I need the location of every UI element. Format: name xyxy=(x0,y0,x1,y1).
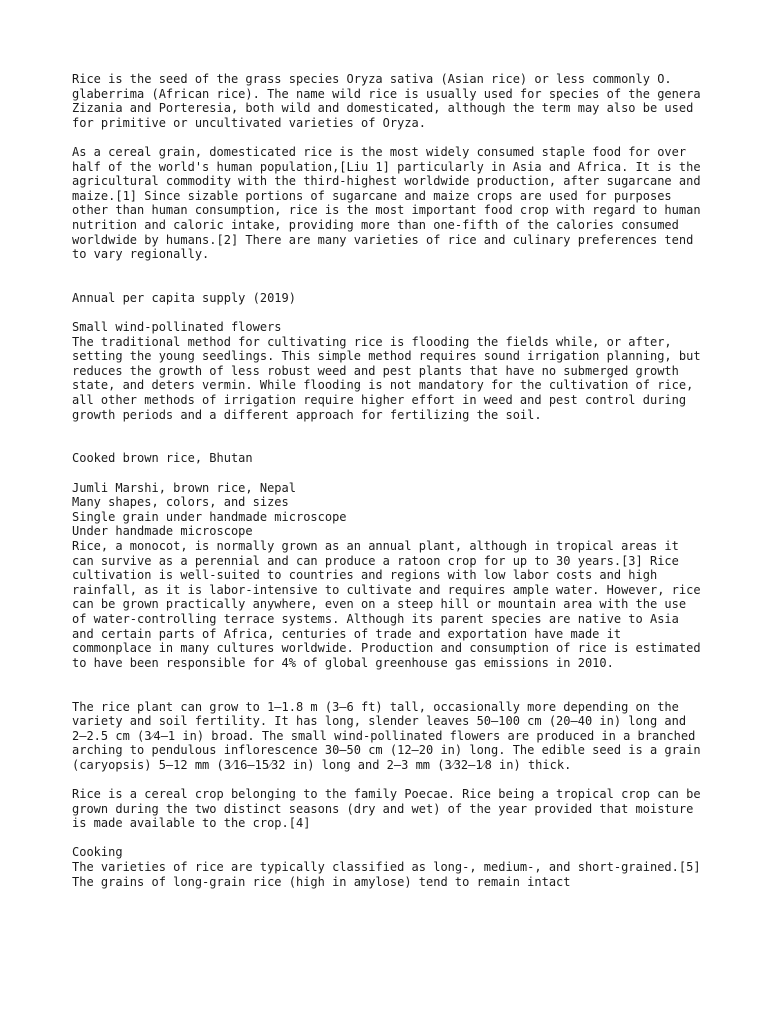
paragraph-cereal-grain: As a cereal grain, domesticated rice is the most widely consumed staple food for over half of the world's human population,[Liu 1] particularly in Asia and Africa. It is the agricultural commodity with the third-highest worldwide production, after sugarcane and maize.[1] Since sizable portions of sugarcane and maize crops are used for purposes other than human consumption, rice is the most important food crop with regard to human nutrition and caloric intake, providing more than one-fifth of the calories consumed worldwide by humans.[2] There are many varieties of rice and culinary preferences tend to vary regionally. xyxy=(72,144,701,262)
caption-shapes: Many shapes, colors, and sizes xyxy=(72,495,289,510)
caption-small-flowers: Small wind-pollinated flowers xyxy=(72,320,282,335)
caption-bhutan: Cooked brown rice, Bhutan xyxy=(72,451,253,466)
caption-annual-supply: Annual per capita supply (2019) xyxy=(72,290,296,305)
caption-microscope: Under handmade microscope xyxy=(72,524,253,539)
caption-nepal: Jumli Marshi, brown rice, Nepal xyxy=(72,480,296,495)
paragraph-plant-size: The rice plant can grow to 1–1.8 m (3–6 ft) tall, occasionally more depending on the variety and soil fertility. It has long, slender leaves 50–100 cm (20–40 in) long and 2–2.5 cm (3⁄4–1 in) broad. The small wind-pollinated flowers are produced in a branched arching to pendulous inflorescence 30–50 cm (12–20 in) long. The edible seed is a grain (caryopsis) 5–12 mm (3⁄16–15⁄32 in) long and 2–3 mm (3⁄32–1⁄8 in) thick. xyxy=(72,699,701,772)
paragraph-intro: Rice is the seed of the grass species Oryza sativa (Asian rice) or less commonly O. glaberrima (African rice). The name wild rice is usually used for species of the genera Zizania and Porteresia, both wild and domesticated, although the term may also be used for primitive or uncultivated varieties of Oryza. xyxy=(72,72,701,130)
heading-cooking: Cooking xyxy=(72,845,123,860)
paragraph-cultivation: The traditional method for cultivating rice is flooding the fields while, or after, setting the young seedlings. This simple method requires sound irrigation planning, but reduces the growth of less robust weed and pest plants that have no submerged growth state, and deters vermin. While flooding is not mandatory for the cultivation of rice, all other methods of irrigation require higher effort in weed and pest control during growth periods and a different approach for fertilizing the soil. xyxy=(72,334,701,422)
caption-single-grain: Single grain under handmade microscope xyxy=(72,509,347,524)
paragraph-monocot: Rice, a monocot, is normally grown as an annual plant, although in tropical areas it can survive as a perennial and can produce a ratoon crop for up to 30 years.[3] Rice cultivation is well-suited to countries and regions with low labor costs and high rainfall, as it is labor-intensive to cultivate and requires ample water. However, rice can be grown practically anywhere, even on a steep hill or mountain area with the use of water-controlling terrace systems. Although its parent species are native to Asia and certain parts of Africa, centuries of trade and exportation have made it commonplace in many cultures worldwide. Production and consumption of rice is estimated to have been responsible for 4% of global greenhouse gas emissions in 2010. xyxy=(72,539,701,670)
spacer xyxy=(72,685,702,700)
spacer xyxy=(72,276,702,291)
paragraph-varieties: The varieties of rice are typically classified as long-, medium-, and short-grained.[5] The grains of long-grain rice (high in amylose) tend to remain intact xyxy=(72,860,701,889)
paragraph-cereal-crop: Rice is a cereal crop belonging to the family Poecae. Rice being a tropical crop can be grown during the two distinct seasons (dry and wet) of the year provided that moisture is made available to the crop.[4] xyxy=(72,787,701,831)
spacer xyxy=(72,437,702,452)
document-page xyxy=(72,72,702,904)
